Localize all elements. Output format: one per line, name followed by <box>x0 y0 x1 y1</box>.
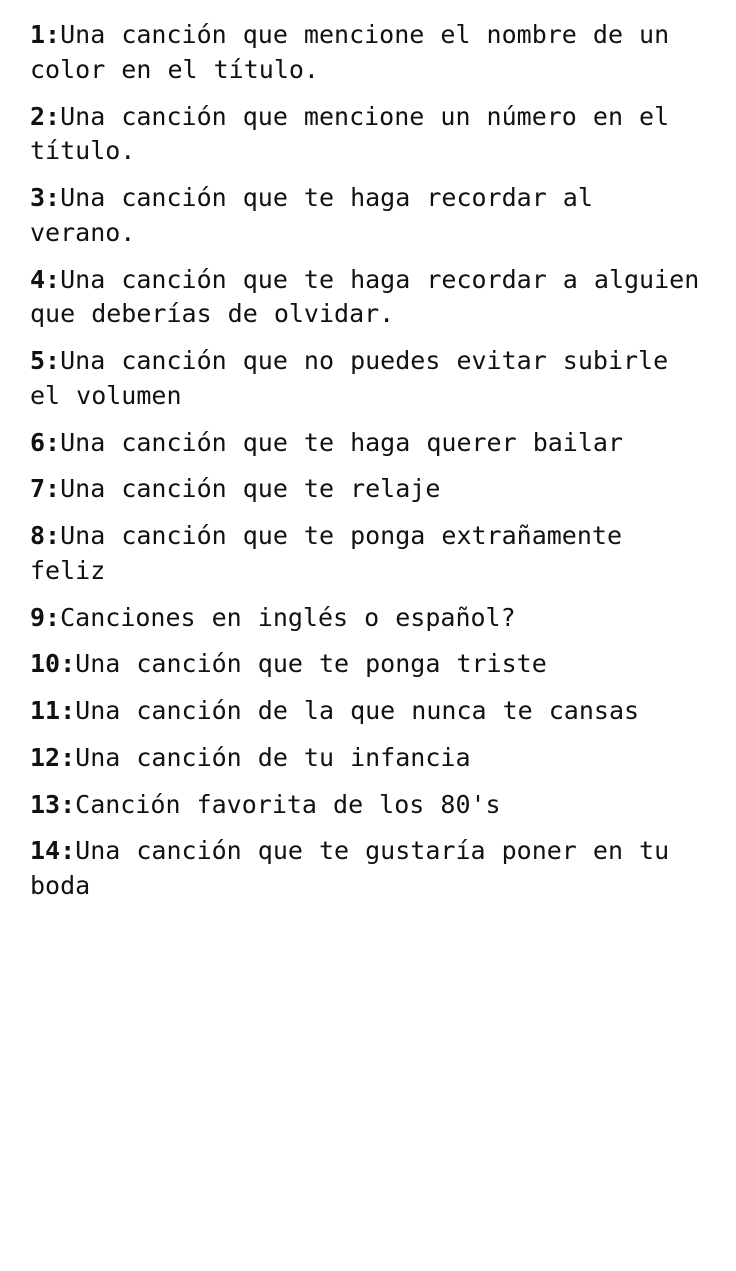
list-item-number: 5: <box>30 346 61 375</box>
list-item-number: 10: <box>30 649 76 679</box>
list-item <box>30 788 706 823</box>
list-item-text: Una canción que te haga recordar al verano. <box>30 183 593 247</box>
list-item <box>30 263 706 333</box>
list-item-text: Una canción que mencione un número en el título. <box>30 101 670 166</box>
list-item-text: Una canción que te haga querer bailar <box>60 427 624 457</box>
list-item-text: Una canción que te haga recordar a alguien que deberías de olvidar. <box>30 264 700 329</box>
list-item <box>30 601 706 636</box>
list-item-number: 4: <box>30 264 61 294</box>
list-item-number: 8: <box>30 521 61 550</box>
list-item-number: 6: <box>30 427 61 457</box>
list-item-text: Una canción que te ponga triste <box>75 649 547 679</box>
list-item-text: Una canción que te ponga extrañamente feliz <box>30 521 623 585</box>
list-item <box>30 181 706 251</box>
list-item <box>30 18 706 88</box>
list-item-number: 7: <box>30 474 61 504</box>
list-item <box>30 647 706 682</box>
list-item-text: Una canción que no puedes evitar subirle el volumen <box>30 346 669 410</box>
list-item-text: Una canción de la que nunca te cansas <box>75 696 640 725</box>
list-item-text: Canciones en inglés o español? <box>60 602 516 632</box>
list-item-number: 14: <box>30 836 76 866</box>
list-item-text: Canción favorita de los 80's <box>75 789 501 819</box>
list-item-number: 3: <box>30 183 61 212</box>
list-item <box>30 100 706 170</box>
list-item <box>30 741 706 776</box>
list-item-number: 13: <box>30 789 76 819</box>
list-item-number: 2: <box>30 101 61 131</box>
list-item <box>30 694 706 729</box>
list-item-number: 12: <box>30 742 76 772</box>
list-item-text: Una canción que te relaje <box>60 474 441 504</box>
list-item-text: Una canción de tu infancia <box>75 742 471 772</box>
list-item-text: Una canción que mencione el nombre de un color en el título. <box>30 20 670 84</box>
list-item <box>30 519 706 589</box>
list-item <box>30 344 706 414</box>
list-item <box>30 834 706 904</box>
list-item-text: Una canción que te gustaría poner en tu boda <box>30 836 670 900</box>
list-item <box>30 426 706 461</box>
list-item-number: 9: <box>30 602 61 632</box>
list-item <box>30 472 706 507</box>
list-item-number: 11: <box>30 696 76 725</box>
list-item-number: 1: <box>30 20 61 49</box>
